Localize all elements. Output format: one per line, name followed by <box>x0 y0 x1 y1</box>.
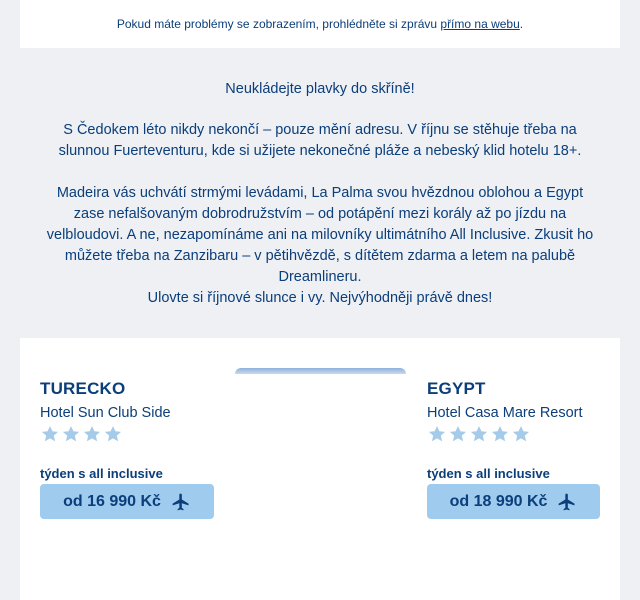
view-online-link[interactable]: přímo na webu <box>440 17 520 31</box>
offer-note: týden s all inclusive <box>40 466 163 481</box>
star-icon <box>448 424 468 444</box>
intro-section <box>20 48 620 338</box>
intro-closing: Ulovte si říjnové slunce i vy. Nejvýhodněji právě dnes! <box>147 290 493 306</box>
price-button[interactable] <box>427 484 600 519</box>
intro-paragraph-1: S Čedokem léto nikdy nekončí – pouze mění adresu. V říjnu se stěhuje třeba na slunnou Fuerteventuru, kde si užijete nekonečné pláže a nebeský klid hotelu 18+. <box>58 122 582 159</box>
offers-section <box>20 338 620 600</box>
star-icon <box>82 424 102 444</box>
airplane-icon <box>171 492 191 512</box>
intro-paragraph-2: Madeira vás uchvátí strmými levádami, La Palma svou hvězdnou oblohou a Egypt zase nefalšovaným dobrodružstvím – od potápění mezi korály až po jízdu na velbloudovi. A ne, nezapomínáme ani na milovníky ultimátního All Inclusive. Zkusit ho můžete třeba na Zanzibaru – v pětihvězdě, s dítětem zdarma a letem na palubě Dreamlineru. <box>46 185 594 285</box>
star-icon <box>103 424 123 444</box>
offer-hotel[interactable]: Hotel Sun Club Side <box>40 405 171 421</box>
star-icon <box>61 424 81 444</box>
offer-hotel[interactable]: Hotel Casa Mare Resort <box>427 405 583 421</box>
star-icon <box>427 424 447 444</box>
offer-stars <box>427 424 531 444</box>
notice-text: Pokud máte problémy se zobrazením, prohlédněte si zprávu <box>116 17 441 31</box>
airplane-icon <box>557 492 577 512</box>
offer-country: EGYPT <box>427 379 486 398</box>
offer-image[interactable] <box>235 368 406 374</box>
price-label: od 18 990 Kč <box>449 492 548 510</box>
star-icon <box>490 424 510 444</box>
offer-stars <box>40 424 123 444</box>
intro-heading: Neukládejte plavky do skříně! <box>225 81 415 97</box>
star-icon <box>511 424 531 444</box>
star-icon <box>469 424 489 444</box>
price-button[interactable] <box>40 484 214 519</box>
web-view-notice <box>20 0 620 48</box>
star-icon <box>40 424 60 444</box>
price-label: od 16 990 Kč <box>63 492 161 510</box>
notice-end: . <box>519 17 524 31</box>
offer-note: týden s all inclusive <box>427 466 550 481</box>
offer-country: TURECKO <box>40 379 126 398</box>
